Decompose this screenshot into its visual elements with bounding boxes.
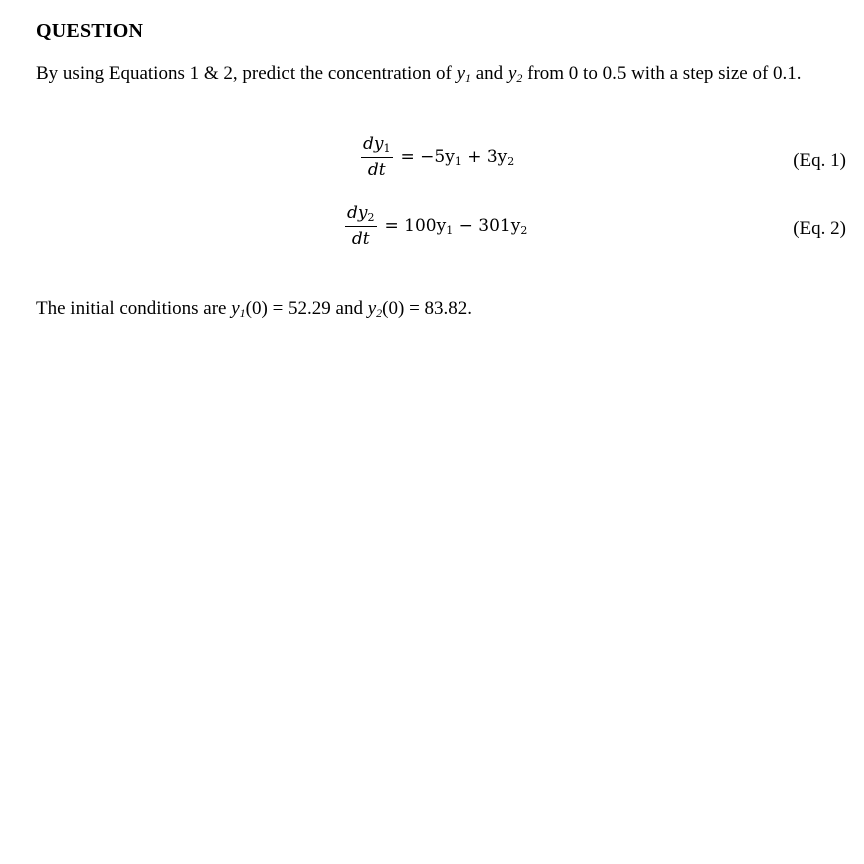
equation-2-denominator: dt: [351, 229, 370, 249]
question-text-after: from 0 to 0.5 with a step size of 0.1.: [522, 63, 802, 84]
equation-2-numerator: $dy_2$: [345, 203, 377, 227]
question-heading: QUESTION: [36, 20, 144, 42]
variable-y1: $y_1$: [456, 63, 471, 85]
equation-2: [345, 203, 527, 249]
variable-y2: $y_2$: [507, 63, 523, 85]
equation-2-fraction: [345, 203, 377, 249]
question-text-and: and: [471, 63, 508, 84]
initial-y2: $y_2$: [367, 298, 383, 320]
initial-conditions: The initial conditions are $y_1(0) = 52.29$ and $y_2(0) = 83.82$.: [36, 298, 473, 320]
equation-1-rhs: = $-5y_1 + 3y_2$: [400, 147, 515, 168]
equation-1: [361, 134, 514, 180]
equation-1-fraction: [361, 134, 393, 180]
equation-2-rhs: = $100y_1 - 301y_2$: [384, 216, 528, 237]
question-text-before: By using Equations 1 & 2, predict the concentration of: [36, 63, 457, 84]
initial-y1: $y_1$: [231, 298, 246, 320]
equation-2-label: (Eq. 2): [793, 218, 846, 239]
question-text: [36, 56, 860, 91]
equation-1-label: (Eq. 1): [793, 150, 846, 171]
equation-1-numerator: $dy_1$: [361, 134, 393, 158]
equation-1-denominator: dt: [367, 160, 386, 180]
